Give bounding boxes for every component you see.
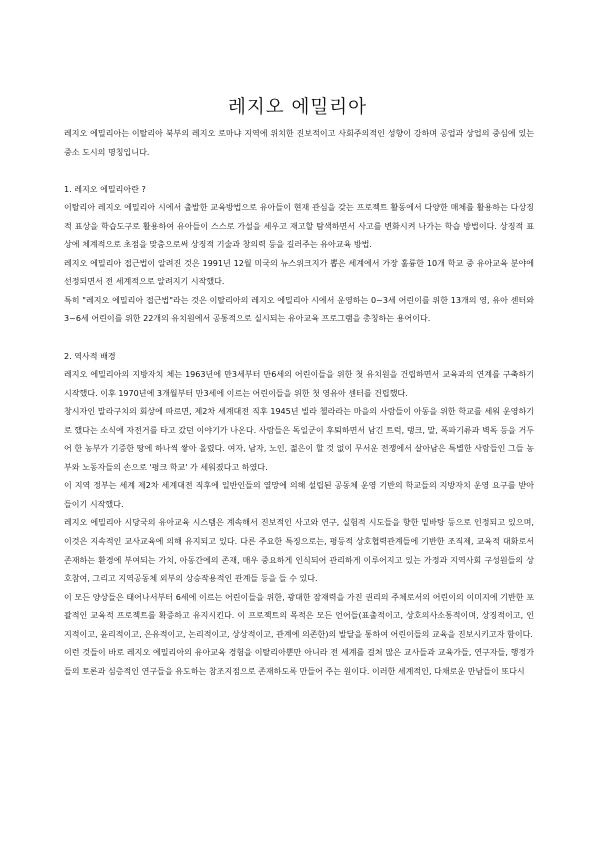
paragraph-spacer xyxy=(64,329,534,348)
section-1-paragraph: 레지오 에밀리아 접근법이 알려진 것은 1991년 12월 미국의 뉴스위크지가 뽑은 세계에서 가장 훌륭한 10개 학교 중 유아교육 분야에 선정되면서 전 세계적으로 알려지기 시작했다. xyxy=(64,258,534,287)
paragraph-spacer xyxy=(64,162,534,181)
section-2-paragraph: 레지오 에밀리아 시당국의 유아교육 시스템은 계속해서 진보적인 사고와 연구, 실험적 시도들을 향한 밑바탕 등으로 인정되고 있으며, 이것은 지속적인 교사교육에 의해 유지되고 있다. 다른 주요한 특징으로는, 평등적 상호협력관계들에 기반한 조직제, 교육적 대화로서 존재하는 환경에 부여되는 가치, 아동간에의 존재, 매우 중요하게 인식되어 관리하게 이루어지고 있는 가정과 지역사회 구성원들의 상호참여, 그리고 지역공동체 외부의 상승작용적인 관계들 등을 들 수 있다. xyxy=(64,518,534,584)
section-1-heading: 1. 레지오 에밀리아란 ? xyxy=(64,184,146,194)
section-1-paragraph: 이탈리아 레지오 에밀리아 시에서 출발한 교육방법으로 유아들이 현재 관심을 갖는 프로젝트 활동에서 다양한 매체를 활용하는 다상징적 표상을 학습도구로 활용하여 유아들이 스스로 가설을 세우고 재고할 탐색하면서 사고를 변화시켜 나가는 학습 방법이다. 상징적 표상에 체계적으로 초점을 맞춤으로써 상징적 기술과 창의력 등을 길러주는 유아교육 방법. xyxy=(64,203,534,250)
section-2-paragraph: 레지오 에밀리아의 지방자치 체는 1963년에 만3세부터 만6세의 어린이들을 위한 첫 유치원을 건립하면서 교육과의 연계를 구축하기 시작했다. 이후 1970년에 3개월부터 만3세에 이르는 어린이들을 위한 첫 영유아 센터를 건립했다. xyxy=(64,370,534,398)
section-2-paragraph: 이 모든 양상들은 태어나서부터 6세에 이르는 어린이들을 위한, 광대한 잠재력을 가진 권리의 주체로서의 어린이의 이미지에 기반한 포괄적인 교육적 프로젝트를 확증하고 유지시킨다. 이 프로젝트의 목적은 모든 언어들(표출적이고, 상호의사소통적이며, 상징적이고, 인지적이고, 윤리적이고, 은유적이고, 논리적이고, 상상적이고, 관계에 의존한)의 발달을 통하여 어린이들의 교육을 진보시키고자 함이다. xyxy=(64,592,534,639)
section-2-paragraph: 이런 것들이 바로 레지오 에밀리아의 유아교육 경험을 이탈리아뿐만 아니라 전 세계를 걸쳐 많은 교사들과 교육가들, 연구자들, 행정가들의 토론과 심층적인 연구들을 유도하는 참조지점으로 존재하도록 만들어 주는 원이다. 이러한 세계적인, 다채로운 만남들이 또다시 xyxy=(64,648,534,676)
section-1-paragraph: 특히 "레지오 에밀리아 접근법"라는 것은 이탈리아의 레지오 에밀리아 시에서 운영하는 0~3세 어린이를 위한 13개의 영, 유아 센터와 3~6세 어린이를 위한 22개의 유치원에서 공통적으로 실시되는 유아교육 프로그램을 총칭하는 용어이다. xyxy=(64,295,534,324)
intro-paragraph: 레지오 에밀리아는 이탈리아 북부의 레지오 로마냐 지역에 위치한 진보적이고 사회주의적인 성향이 강하며 공업과 상업의 중심에 있는 중소 도시의 명칭입니다. xyxy=(64,129,534,157)
section-2-paragraph: 창시자인 말라구치의 회상에 따르면, 제2차 세계대전 직후 1945년 빌라 첼라라는 마을의 사람들이 아동을 위한 학교를 세워 운영하기로 했다는 소식에 자전거를 타고 갔던 이야기가 나온다. 사람들은 독일군이 후퇴하면서 남긴 트럭, 탱크, 말, 폭파기류과 벽독 등을 거두어 한 농부가 기증한 땅에 하나씩 쌓아 올렸다. 여자, 남자, 노인, 젊은이 할 것 없이 무서운 전쟁에서 살아남은 특별한 사람들인 그들 농부와 노동자들의 손으로 '평크 학교' 가 세워졌다고 하였다. xyxy=(64,407,534,472)
section-2-heading: 2. 역사적 배경 xyxy=(64,351,116,361)
document-body xyxy=(64,125,534,681)
section-2-paragraph: 이 지역 정부는 세계 제2차 세계대전 직후에 일반인들의 열망에 의해 설립된 공동체 운영 기반의 학교들의 지방자치 운영 요구를 받아들이기 시작했다. xyxy=(64,481,534,509)
page-title: 레지오 에밀리아 xyxy=(228,97,367,118)
